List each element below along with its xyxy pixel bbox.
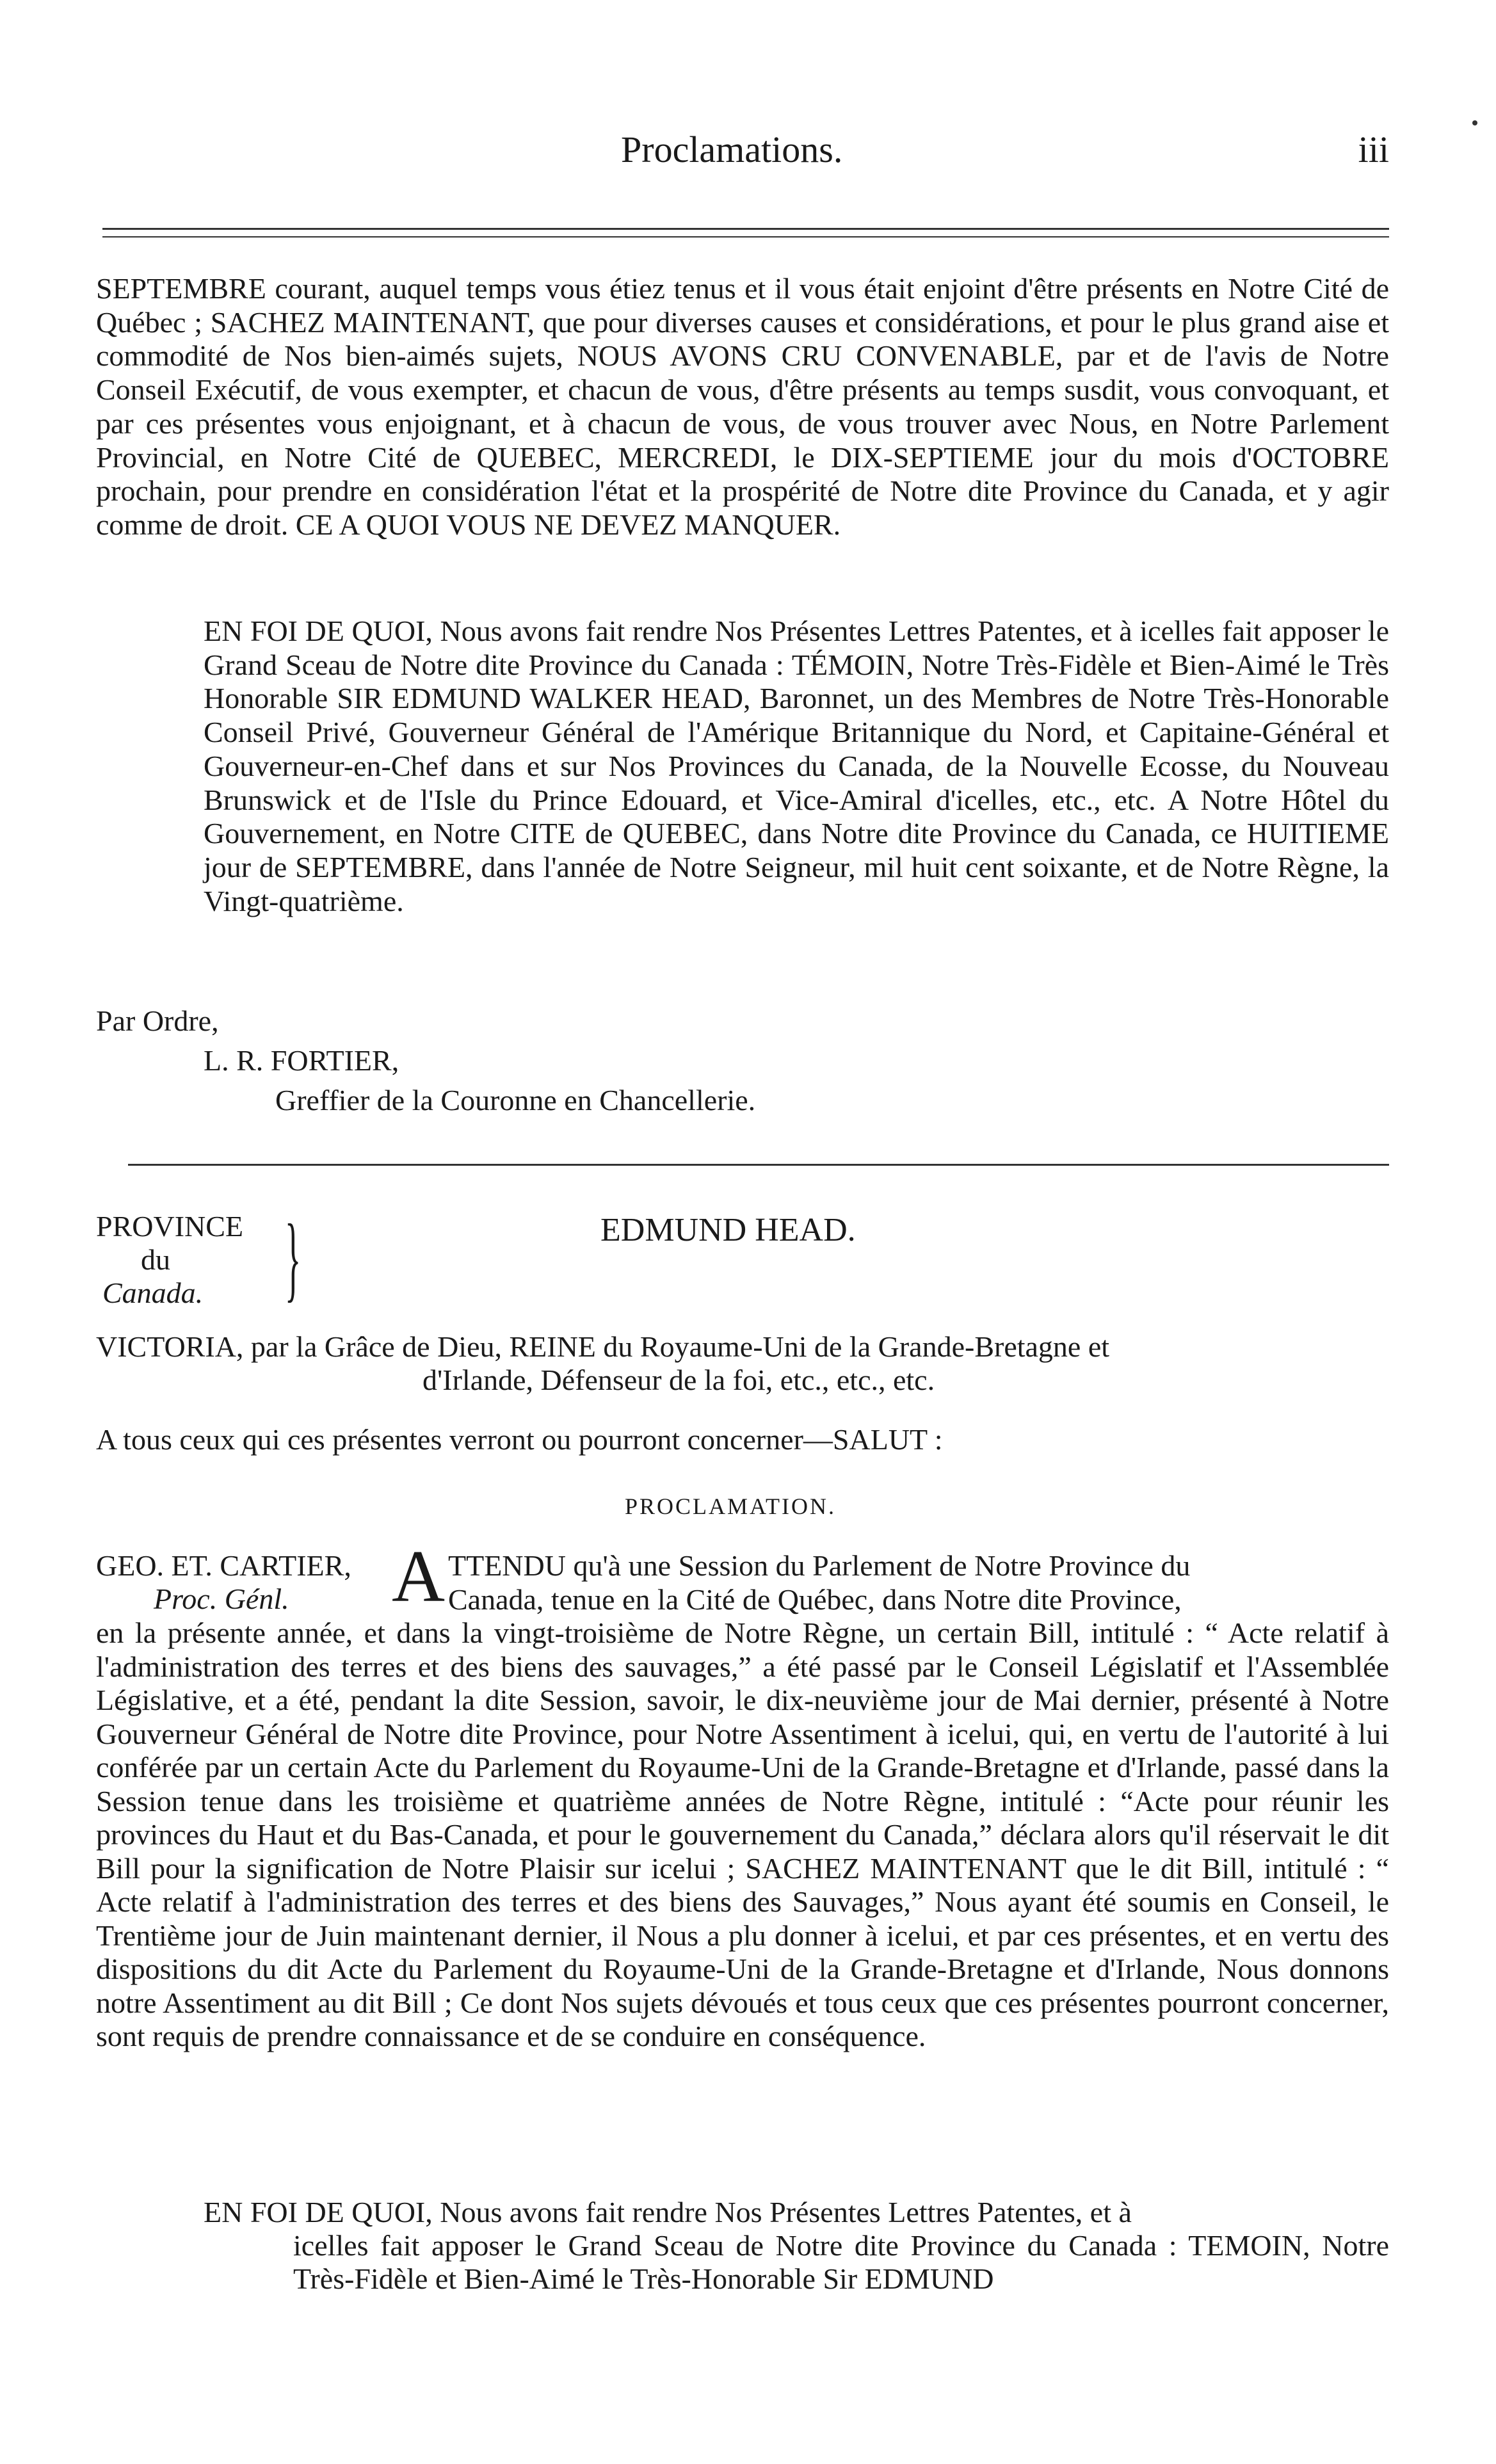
- province-canada: Canada.: [102, 1276, 204, 1309]
- province-du: du: [141, 1243, 170, 1276]
- running-title: Proclamations.: [621, 129, 843, 170]
- signatory-name: L. R. FORTIER,: [204, 1044, 399, 1077]
- salutation: A tous ceux qui ces présentes verront ou pourront concerner—SALUT :: [96, 1423, 943, 1456]
- body-line-2: Canada, tenue en la Cité de Québec, dans Notre dite Province,: [448, 1582, 1182, 1616]
- par-ordre: Par Ordre,: [96, 1004, 219, 1037]
- first-proclamation-body: SEPTEMBRE courant, auquel temps vous étiez tenus et il vous était enjoint d'être présents en Notre Cité de Québec ; SACHEZ MAINTENANT, que pour diverses causes et considérations, et pour le plus grand aise et commodité de Nos bien-aimés sujets, NOUS AVONS CRU CONVENABLE, par et de l'avis de Notre Conseil Exécutif, de vous exempter, et chacun de vous, d'être présents au temps susdit, vous convoquant, et par ces présentes vous enjoignant, et à chacun de vous, de vous trouver avec Nous, en Notre Parlement Provincial, en Notre Cité de QUEBEC, MERCREDI, le DIX-SEPTIEME jour du mois d'OCTOBRE prochain, pour prendre en considération l'état et la prospérité de Notre dite Province du Canada, et y agir comme de droit. CE A QUOI VOUS NE DEVEZ MANQUER.: [96, 272, 1389, 541]
- page-header: [96, 128, 1389, 179]
- signatory-title: Greffier de la Couronne en Chancellerie.: [275, 1084, 756, 1116]
- body-text: en la présente année, et dans la vingt-troisième de Notre Règne, un certain Bill, intitulé : “ Acte relatif à l'administration des terres et des biens des sauvages,” a été passé par le Conseil Législatif et l'Assemblée Législative, et a été, pendant la dite Session, savoir, le dix-neuvième jour de Mai dernier, présenté à Notre Gouverneur Général de Notre dite Province, pour Notre Assentiment à icelui, qui, en vertu de l'autorité à lui conférée par un certain Acte du Parlement du Royaume-Uni de la Grande-Bretagne et d'Irlande, passé dans la Session tenue dans les troisième et quatrième années de Notre Règne, intitulé : “Acte pour réunir les provinces du Haut et du Bas-Canada, et pour le gouvernement du Canada,” déclara alors qu'il réservait le dit Bill pour la signification de Notre Plaisir sur icelui ; SACHEZ MAINTENANT que le dit Bill, intitulé : “ Acte relatif à l'administration des terres et des biens des Sauvages,” Nous ayant été soumis en Conseil, le Trentième jour de Juin maintenant dernier, il Nous a plu donner à icelui, et par ces présentes, et en vertu des dispositions du dit Acte du Parlement du Royaume-Uni de la Grande-Bretagne et d'Irlande, Nous donnons notre Assentiment au dit Bill ; Ce dont Nos sujets dévoués et tous ceux que ces présentes pourront concerner, sont requis de prendre connaissance et de se conduire en conséquence.: [96, 1616, 1389, 2052]
- province-label: PROVINCE: [96, 1210, 244, 1243]
- body-line-1: TTENDU qu'à une Session du Parlement de Notre Province du: [448, 1549, 1191, 1582]
- print-speck: [1472, 120, 1477, 125]
- victoria-line-2: d'Irlande, Défenseur de la foi, etc., etc., etc.: [422, 1364, 935, 1396]
- governor-signature: EDMUND HEAD.: [600, 1212, 856, 1248]
- drop-capital: A: [392, 1536, 446, 1617]
- witness-rest: icelles fait apposer le Grand Sceau de Notre dite Province du Canada : TEMOIN, Notre Très-Fidèle et Bien-Aimé le Très-Honorable Sir EDMUND: [293, 2229, 1389, 2295]
- proclamation-heading: PROCLAMATION.: [625, 1494, 837, 1519]
- victoria-title: [96, 1330, 1389, 1397]
- section-divider: [128, 1164, 1389, 1166]
- witness-first-line: EN FOI DE QUOI, Nous avons fait rendre Nos Présentes Lettres Patentes, et à: [204, 2196, 1132, 2228]
- first-witness-clause: EN FOI DE QUOI, Nous avons fait rendre Nos Présentes Lettres Patentes, et à icelles fait apposer le Grand Sceau de Notre dite Province du Canada : TÉMOIN, Notre Très-Fidèle et Bien-Aimé le Très Honorable SIR EDMUND WALKER HEAD, Baronnet, un des Membres de Notre Très-Honorable Conseil Privé, Gouverneur Général de l'Amérique Britannique du Nord, et Capitaine-Général et Gouverneur-en-Chef dans et sur Nos Provinces du Canada, de la Nouvelle Ecosse, du Nouveau Brunswick et de l'Isle du Prince Edouard, et Vice-Amiral d'icelles, etc., etc. A Notre Hôtel du Gouvernement, en Notre CITE de QUEBEC, dans Notre dite Province du Canada, ce HUITIEME jour de SEPTEMBRE, dans l'année de Notre Seigneur, mil huit cent soixante, et de Notre Règne, la Vingt-quatrième.: [204, 615, 1389, 917]
- victoria-line-1: VICTORIA, par la Grâce de Dieu, REINE du Royaume-Uni de la Grande-Bretagne et: [96, 1330, 1110, 1363]
- header-rule: [102, 228, 1389, 238]
- brace-glyph: }: [285, 1205, 302, 1311]
- margin-title: Proc. Génl.: [154, 1582, 289, 1615]
- second-proclamation-body: [96, 1549, 1389, 2054]
- province-caption: [96, 1210, 243, 1310]
- page-number: iii: [1358, 129, 1389, 170]
- margin-name: GEO. ET. CARTIER,: [96, 1549, 351, 1582]
- second-witness-clause: [204, 2196, 1389, 2296]
